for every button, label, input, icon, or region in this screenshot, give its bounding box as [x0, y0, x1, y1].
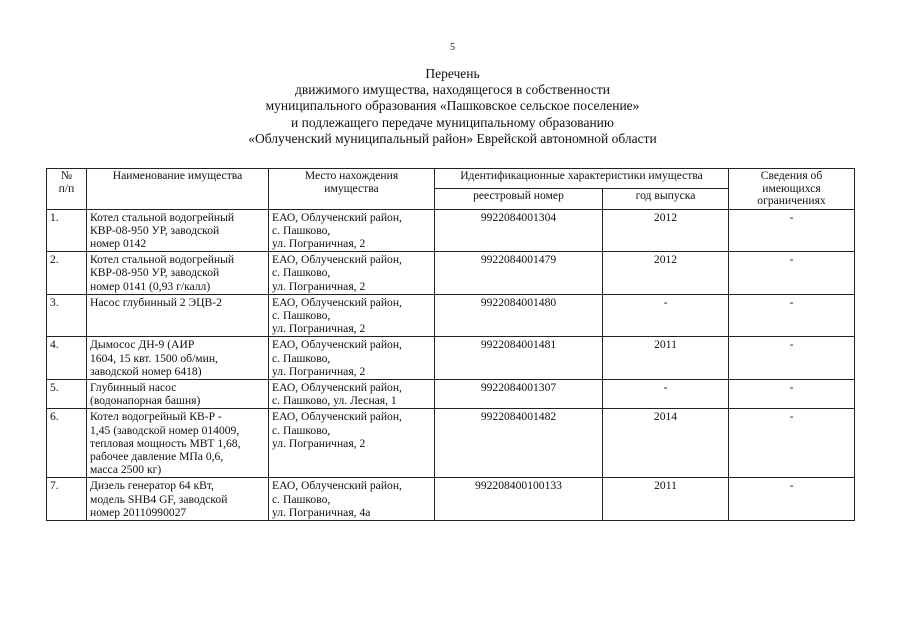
property-table	[46, 168, 855, 521]
cell-location	[269, 252, 435, 295]
cell-restrictions: -	[729, 337, 855, 380]
cell-location-line: с. Пашково,	[272, 492, 331, 506]
cell-year: -	[603, 379, 729, 408]
cell-location	[269, 294, 435, 337]
cell-location-line: ЕАО, Облученский район,	[272, 210, 402, 224]
cell-restrictions: -	[729, 409, 855, 478]
header-num: № п/п	[47, 169, 87, 210]
cell-name-line: Глубинный насос	[90, 380, 177, 394]
cell-location-line: ЕАО, Облученский район,	[272, 338, 402, 352]
cell-name-line: Насос глубинный 2 ЭЦВ-2	[90, 295, 222, 309]
cell-name	[87, 294, 269, 337]
cell-location-line: с. Пашково,	[272, 351, 331, 365]
cell-year: 2011	[603, 478, 729, 521]
cell-name-line: Дизель генератор 64 кВт,	[90, 479, 214, 493]
cell-location	[269, 409, 435, 478]
title-line: Перечень	[425, 66, 480, 81]
cell-restrictions: -	[729, 379, 855, 408]
table-row	[47, 478, 855, 521]
cell-location-line: ул. Пограничная, 2	[272, 236, 366, 250]
cell-location-line: ул. Пограничная, 4а	[272, 505, 371, 519]
cell-name-line: номер 0142	[90, 236, 147, 250]
cell-num: 6.	[47, 409, 87, 478]
cell-name-line: КВР-08-950 УР, заводской	[90, 223, 220, 237]
cell-location-line: с. Пашково,	[272, 266, 331, 280]
cell-restrictions: -	[729, 478, 855, 521]
cell-name-line: КВР-08-950 УР, заводской	[90, 266, 220, 280]
cell-location-line: ул. Пограничная, 2	[272, 279, 366, 293]
cell-registry: 9922084001480	[435, 294, 603, 337]
cell-num: 2.	[47, 252, 87, 295]
header-ident: Идентификационные характеристики имущества	[435, 169, 729, 189]
cell-year: 2012	[603, 209, 729, 252]
cell-location	[269, 379, 435, 408]
cell-num: 3.	[47, 294, 87, 337]
cell-registry: 992208400100133	[435, 478, 603, 521]
table-row	[47, 209, 855, 252]
cell-name-line: номер 0141 (0,93 г/калл)	[90, 279, 211, 293]
header-year: год выпуска	[603, 189, 729, 209]
cell-location-line: ЕАО, Облученский район,	[272, 410, 402, 424]
cell-registry: 9922084001479	[435, 252, 603, 295]
table-row	[47, 409, 855, 478]
table-body	[47, 209, 855, 520]
cell-name-line: заводской номер 6418)	[90, 364, 202, 378]
cell-location-line: с. Пашково,	[272, 223, 331, 237]
header-registry: реестровый номер	[435, 189, 603, 209]
cell-location-line: ЕАО, Облученский район,	[272, 295, 402, 309]
cell-year: 2012	[603, 252, 729, 295]
cell-name	[87, 409, 269, 478]
table-header	[47, 169, 855, 210]
cell-name	[87, 337, 269, 380]
page-number: 5	[450, 42, 455, 53]
table-row	[47, 294, 855, 337]
cell-location-line: ул. Пограничная, 2	[272, 364, 366, 378]
header-name: Наименование имущества	[87, 169, 269, 210]
cell-location-line: с. Пашково,	[272, 308, 331, 322]
header-row	[47, 169, 855, 189]
table-row	[47, 379, 855, 408]
cell-restrictions: -	[729, 252, 855, 295]
cell-name-line: Котел стальной водогрейный	[90, 253, 235, 267]
cell-location	[269, 337, 435, 380]
cell-year: -	[603, 294, 729, 337]
cell-registry: 9922084001307	[435, 379, 603, 408]
cell-registry: 9922084001482	[435, 409, 603, 478]
cell-name-line: Котел стальной водогрейный	[90, 210, 235, 224]
cell-location	[269, 209, 435, 252]
cell-name	[87, 209, 269, 252]
cell-name-line: тепловая мощность МВТ 1,68,	[90, 436, 241, 450]
document-title	[0, 66, 905, 147]
cell-num: 7.	[47, 478, 87, 521]
cell-name	[87, 252, 269, 295]
cell-name-line: 1604, 15 квт. 1500 об/мин,	[90, 351, 218, 365]
title-line: и подлежащего передаче муниципальному образованию	[291, 114, 614, 130]
title-line: «Облученский муниципальный район» Еврейской автономной области	[248, 130, 657, 146]
cell-num: 5.	[47, 379, 87, 408]
cell-registry: 9922084001481	[435, 337, 603, 380]
table-row	[47, 252, 855, 295]
cell-location-line: ЕАО, Облученский район,	[272, 380, 402, 394]
cell-location	[269, 478, 435, 521]
cell-name-line: 1,45 (заводской номер 014009,	[90, 423, 240, 437]
cell-location-line: с. Пашково, ул. Лесная, 1	[272, 394, 397, 408]
cell-restrictions: -	[729, 209, 855, 252]
cell-restrictions: -	[729, 294, 855, 337]
header-location: Место нахождения имущества	[269, 169, 435, 210]
cell-name	[87, 379, 269, 408]
cell-name-line: (водонапорная башня)	[90, 394, 201, 408]
header-restrictions: Сведения об имеющихся ограничениях	[729, 169, 855, 210]
cell-name-line: рабочее давление МПа 0,6,	[90, 449, 224, 463]
cell-name-line: Котел водогрейный КВ-Р -	[90, 410, 222, 424]
cell-num: 1.	[47, 209, 87, 252]
cell-name-line: модель SHB4 GF, заводской	[90, 492, 228, 506]
cell-year: 2014	[603, 409, 729, 478]
cell-location-line: ЕАО, Облученский район,	[272, 479, 402, 493]
cell-name-line: Дымосос ДН-9 (АИР	[90, 338, 195, 352]
cell-num: 4.	[47, 337, 87, 380]
table-row	[47, 337, 855, 380]
cell-location-line: ул. Пограничная, 2	[272, 436, 366, 450]
cell-year: 2011	[603, 337, 729, 380]
cell-location-line: с. Пашково,	[272, 423, 331, 437]
cell-name-line: номер 20110990027	[90, 505, 187, 519]
cell-name	[87, 478, 269, 521]
cell-location-line: ЕАО, Облученский район,	[272, 253, 402, 267]
title-line: движимого имущества, находящегося в собственности	[294, 82, 611, 98]
cell-registry: 9922084001304	[435, 209, 603, 252]
cell-location-line: ул. Пограничная, 2	[272, 322, 366, 336]
title-line: муниципального образования «Пашковское сельское поселение»	[265, 98, 640, 114]
cell-name-line: масса 2500 кг)	[90, 463, 162, 477]
